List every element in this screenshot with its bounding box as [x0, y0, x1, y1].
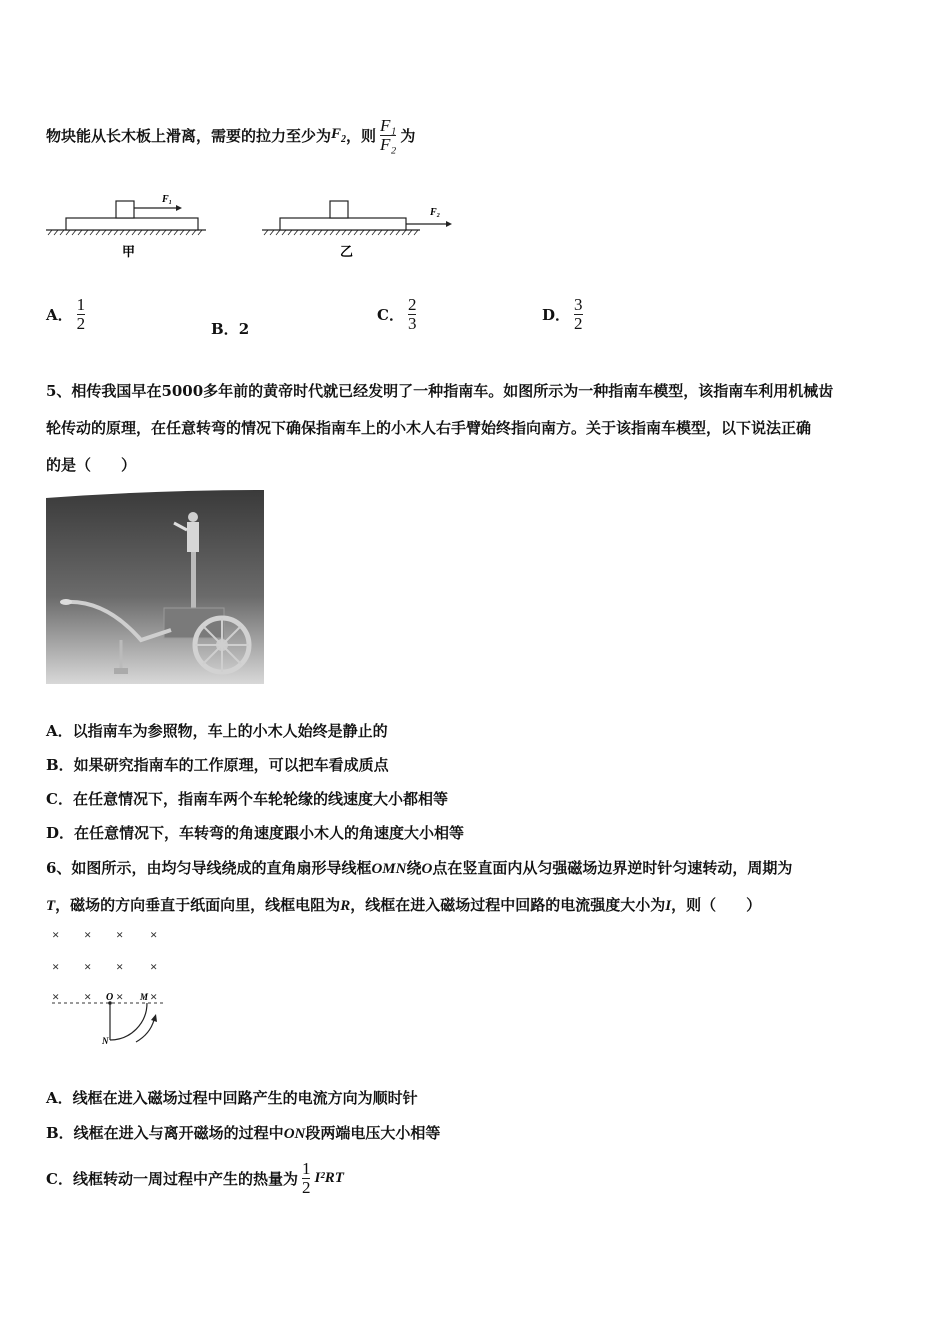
q6-line-1: 6、如图所示，由均匀导线绕成的直角扇形导线框OMN绕O点在竖直面内从匀强磁场边界逆时针匀速转动，周期为 [46, 859, 793, 877]
svg-text:×: × [150, 959, 158, 974]
q6-option-b: B．线框在进入与离开磁场的过程中ON段两端电压大小相等 [46, 1124, 441, 1142]
q5-option-c: C．在任意情况下，指南车两个车轮轮缘的线速度大小都相等 [46, 790, 448, 808]
q4-stem-text: 物块能从长木板上滑离，需要的拉力至少为 [46, 126, 332, 145]
q4-ratio-fraction: $\frac{\text{F₁}}{\text{F₂}}$ [380, 115, 397, 154]
q5-line-2: 轮传动的原理，在任意转弯的情况下确保指南车上的小木人右手臂始终指向南方。关于该指南车模型，以下说法正确 [46, 419, 812, 437]
q4-option-a-fraction: $\frac{1}{2}$ [76, 295, 86, 333]
svg-text:×: × [52, 927, 60, 942]
q4-f2-symbol: $F_2$ [331, 125, 347, 145]
south-pointing-chariot-photo [46, 490, 264, 684]
svg-text:×: × [150, 927, 158, 942]
q4-option-d-fraction: $\frac{3}{2}$ [574, 295, 583, 333]
q6-option-a: A．线框在进入磁场过程中回路产生的电流方向为顺时针 [46, 1089, 418, 1107]
svg-text:×: × [116, 927, 124, 942]
q4-stem-end: 为 [400, 126, 416, 145]
q6-magnetic-field-diagram [44, 924, 184, 1048]
caption-jia: 甲 [122, 244, 136, 259]
svg-text:×: × [84, 927, 92, 942]
f1-label: F₁ [162, 194, 173, 205]
q5-line-1: 5、相传我国早在5000多年前的黄帝时代就已经发明了一种指南车。如图所示为一种指南车模型，该指南车利用机械齿 [46, 382, 834, 400]
q4-stem [46, 100, 415, 170]
svg-text:×: × [150, 989, 158, 1004]
label-n: N [102, 1036, 109, 1046]
svg-text:×: × [52, 959, 60, 974]
svg-text:×: × [52, 989, 60, 1004]
label-o: O [106, 992, 114, 1003]
f2-label: F₂ [430, 207, 441, 218]
q5-option-a: A．以指南车为参照物，车上的小木人始终是静止的 [46, 722, 388, 740]
q4-stem-mid: ，则 [346, 126, 377, 145]
q6-line-2: T，磁场的方向垂直于纸面向里，线框电阻为R，线框在进入磁场过程中回路的电流强度大小为I，则（ ） [46, 896, 762, 914]
q6-option-c: C．线框转动一周过程中产生的热量为 $\frac{1}{2}$ I²RT [46, 1158, 344, 1197]
svg-text:×: × [116, 959, 124, 974]
q4-option-c-fraction: $\frac{2}{3}$ [407, 295, 417, 333]
q4-option-d: D． $\frac{3}{2}$ [542, 295, 583, 333]
caption-yi: 乙 [340, 244, 354, 259]
svg-text:×: × [84, 959, 92, 974]
svg-text:×: × [116, 989, 124, 1004]
q4-option-b: B． 2 [211, 319, 250, 338]
q5-option-d: D．在任意情况下，车转弯的角速度跟小木人的角速度大小相等 [46, 824, 465, 842]
q5-option-b: B．如果研究指南车的工作原理，可以把车看成质点 [46, 756, 389, 774]
q4-force-diagram [44, 190, 464, 270]
q4-option-c: C． $\frac{2}{3}$ [377, 295, 417, 333]
svg-text:×: × [84, 989, 92, 1004]
q5-line-3: 的是（ ） [46, 456, 137, 474]
q4-option-a: A． $\frac{1}{2}$ [46, 295, 86, 333]
label-m: M [140, 992, 149, 1002]
q6-option-c-fraction: $\frac{1}{2}$ [301, 1158, 311, 1197]
